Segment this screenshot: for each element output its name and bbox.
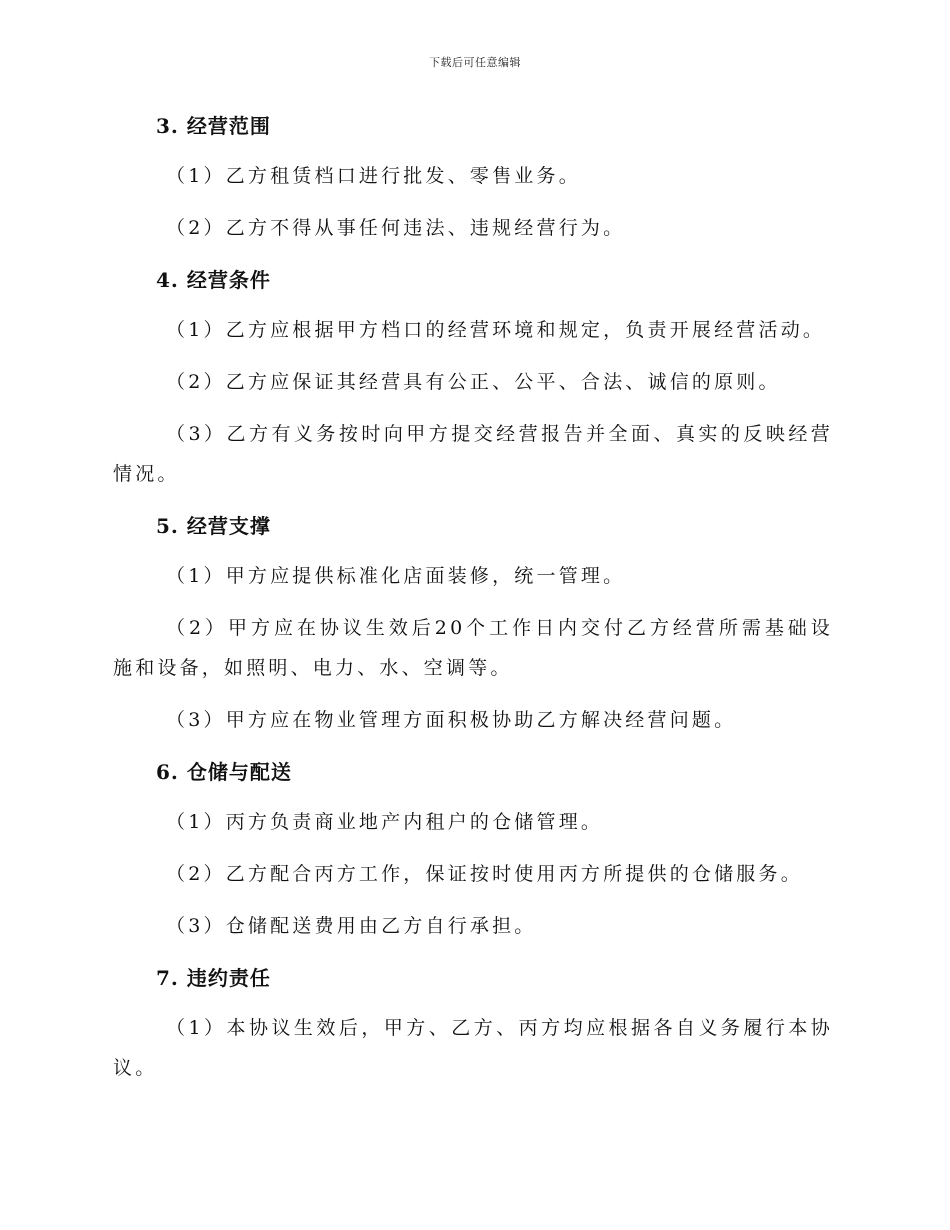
clause-paragraph: （2）甲方应在协议生效后20个工作日内交付乙方经营所需基础设施和设备，如照明、电力、水、空调等。 <box>113 617 833 679</box>
section-breach-liability <box>113 958 833 1100</box>
clause-paragraph: （2）乙方应保证其经营具有公正、公平、合法、诚信的原则。 <box>166 371 781 393</box>
section-business-support <box>113 506 833 752</box>
section-heading: 3. 经营范围 <box>156 114 271 138</box>
clause-paragraph: （1）乙方租赁档口进行批发、零售业务。 <box>166 165 581 187</box>
page-header: 下载后可任意编辑 <box>429 56 521 69</box>
section-business-conditions <box>113 260 833 506</box>
clause-paragraph: （2）乙方不得从事任何违法、违规经营行为。 <box>166 217 626 239</box>
clause-paragraph: （2）乙方配合丙方工作，保证按时使用丙方所提供的仓储服务。 <box>166 863 803 885</box>
clause-paragraph: （1）乙方应根据甲方档口的经营环境和规定，负责开展经营活动。 <box>166 319 826 341</box>
section-heading: 7. 违约责任 <box>156 966 271 990</box>
clause-paragraph: （3）仓储配送费用由乙方自行承担。 <box>166 915 537 937</box>
clause-paragraph: （1）本协议生效后，甲方、乙方、丙方均应根据各自义务履行本协议。 <box>113 1017 833 1079</box>
clause-paragraph: （1）丙方负责商业地产内租户的仓储管理。 <box>166 811 604 833</box>
section-storage-delivery <box>113 752 833 958</box>
section-heading: 4. 经营条件 <box>156 268 271 292</box>
section-business-scope <box>113 106 833 260</box>
clause-paragraph: （3）甲方应在物业管理方面积极协助乙方解决经营问题。 <box>166 709 737 731</box>
section-heading: 5. 经营支撑 <box>156 514 271 538</box>
document-body <box>113 106 833 1100</box>
clause-paragraph: （3）乙方有义务按时向甲方提交经营报告并全面、真实的反映经营情况。 <box>113 423 833 485</box>
clause-paragraph: （1）甲方应提供标准化店面装修，统一管理。 <box>166 565 626 587</box>
section-heading: 6. 仓储与配送 <box>156 760 292 784</box>
